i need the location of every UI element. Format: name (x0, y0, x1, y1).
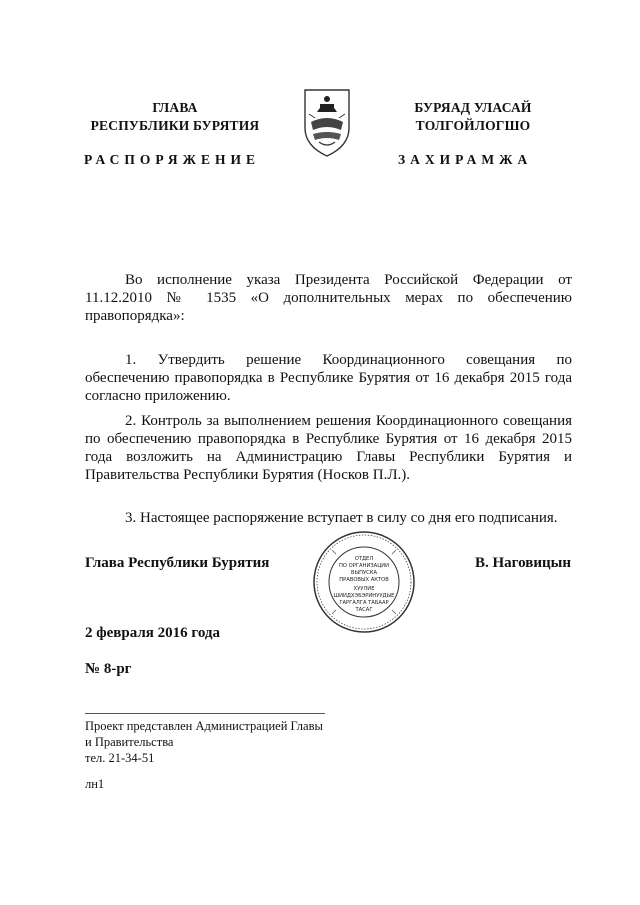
seal-line-1: ОТДЕЛ (354, 556, 374, 562)
coat-of-arms-icon (297, 84, 357, 160)
signatory-name: В. Наговицын (475, 555, 571, 571)
seal-line-4: ПРАВОВЫХ АКТОВ (339, 577, 389, 583)
seal-line-8: ТАСАГ (355, 607, 373, 613)
seal-line-2: ПО ОРГАНИЗАЦИИ (338, 563, 390, 569)
item-2-paragraph: 2. Контроль за выполнением решения Координационного совещания по обеспечению правопорядка в Республике Бурятия от 16 декабря 2015 года возложить на Администрацию Главы Республики Бурятия и Правительства Республики Бурятия (Носков П.Л.). (85, 413, 572, 483)
footer-line-2: и Правительства (85, 735, 174, 749)
seal-line-5: ХУУЛИЕ (353, 586, 375, 592)
seal-line-6: ШИИДХЭБЭРИНУУДЫЕ (333, 593, 395, 599)
header-right-line1: БУРЯАД УЛАСАЙ (414, 100, 532, 115)
seal-line-7: ГАРГАЛГА ТАБААР (339, 600, 389, 606)
signatory-title: Глава Республики Бурятия (85, 555, 270, 571)
header-left-line2: РЕСПУБЛИКИ БУРЯТИЯ (90, 118, 260, 133)
preamble-paragraph: Во исполнение указа Президента Российской Федерации от 11.12.2010 № 1535 «О дополнительных мерах по обеспечению правопорядка»: (85, 272, 572, 324)
document-date: 2 февраля 2016 года (85, 625, 220, 641)
footer-phone: тел. 21-34-51 (85, 751, 155, 765)
item-1-paragraph: 1. Утвердить решение Координационного совещания по обеспечению правопорядка в Республике Бурятия от 16 декабря 2015 года согласно приложению. (85, 352, 572, 404)
doc-type-buryat: ЗАХИРАМЖА (398, 152, 533, 167)
document-number: № 8-рг (85, 661, 132, 677)
footer-divider (85, 713, 325, 714)
header-left (80, 99, 270, 135)
header-right (378, 99, 568, 135)
footer-code: лн1 (85, 777, 105, 791)
footer-line-1: Проект представлен Администрацией Главы (85, 719, 323, 733)
item-3-paragraph: 3. Настоящее распоряжение вступает в силу со дня его подписания. (125, 510, 558, 526)
official-seal-icon (312, 530, 416, 634)
header-left-line1: ГЛАВА (152, 100, 198, 115)
seal-line-3: ВЫПУСКА (350, 570, 378, 576)
doc-type-russian: РАСПОРЯЖЕНИЕ (84, 152, 261, 167)
header-right-line2: ТОЛГОЙЛОГШО (415, 118, 531, 133)
